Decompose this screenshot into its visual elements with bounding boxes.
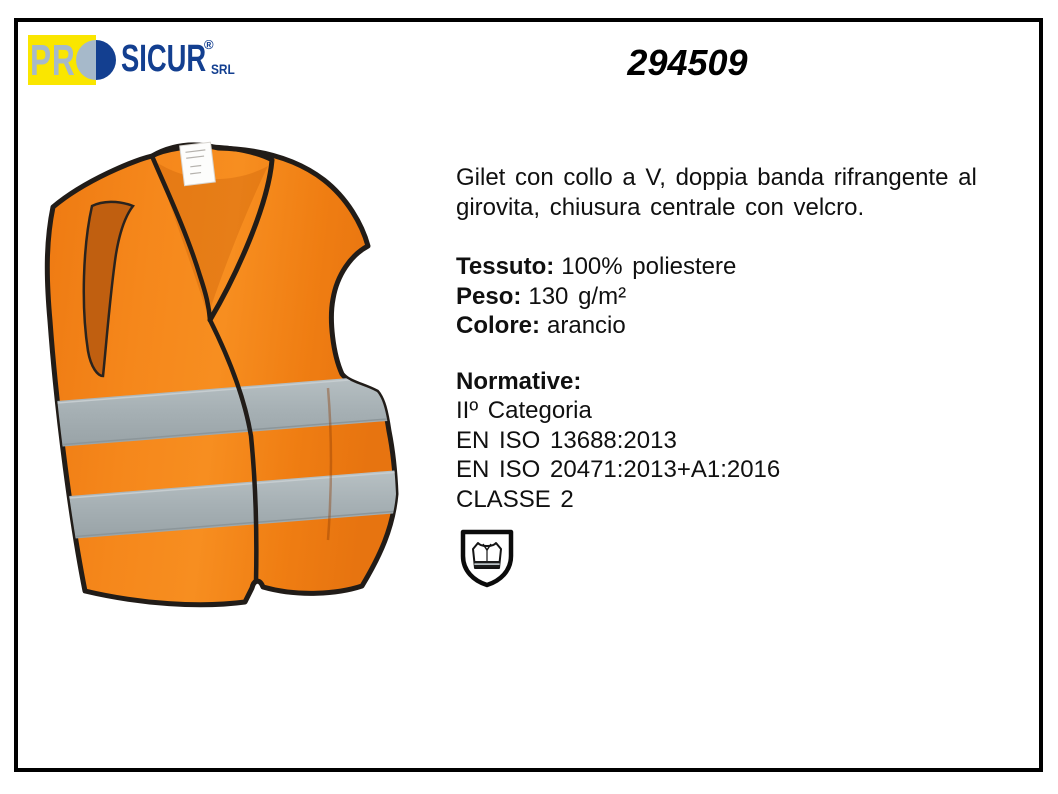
logo-circle-icon — [76, 40, 116, 80]
normative-line: IIº Categoria — [456, 397, 592, 424]
registered-trademark-icon: ® — [204, 37, 214, 52]
logo-text-pr: PR — [30, 36, 76, 85]
spec-label: Tessuto: — [456, 253, 555, 280]
logo-text-srl: SRL — [211, 61, 235, 77]
vest-image — [40, 136, 412, 614]
normative-line: EN ISO 13688:2013 — [456, 426, 677, 454]
normative-line: EN ISO 20471:2013+A1:2016 — [456, 456, 781, 483]
normative-line: CLASSE 2 — [456, 485, 574, 513]
spec-value: arancio — [547, 312, 626, 339]
description-line: Gilet con collo a V, doppia banda rifrangente al — [456, 164, 977, 191]
spec-label: Peso: — [456, 282, 522, 310]
spec-row-peso — [456, 282, 1040, 312]
logo-text-sicur: SICUR — [121, 38, 207, 80]
vest-photo — [40, 136, 412, 614]
product-description — [456, 163, 1040, 222]
description-line: girovita, chiusura centrale con velcro. — [456, 193, 865, 221]
product-code-title: 294509 — [627, 42, 748, 83]
product-info — [456, 163, 1040, 597]
certification-icons — [456, 527, 1040, 597]
spec-label: Colore: — [456, 312, 540, 339]
spec-value: 130 g/m² — [528, 282, 627, 310]
spec-value: 100% poliestere — [561, 253, 737, 280]
spec-list — [456, 252, 1040, 341]
neck-tag — [180, 142, 216, 185]
normative-title: Normative: — [456, 367, 582, 395]
ppe-vest-shield-icon — [456, 527, 518, 589]
spec-row-colore — [456, 311, 1040, 341]
brand-logo — [28, 33, 248, 89]
normative-block — [456, 367, 1040, 515]
spec-row-tessuto — [456, 252, 1040, 282]
